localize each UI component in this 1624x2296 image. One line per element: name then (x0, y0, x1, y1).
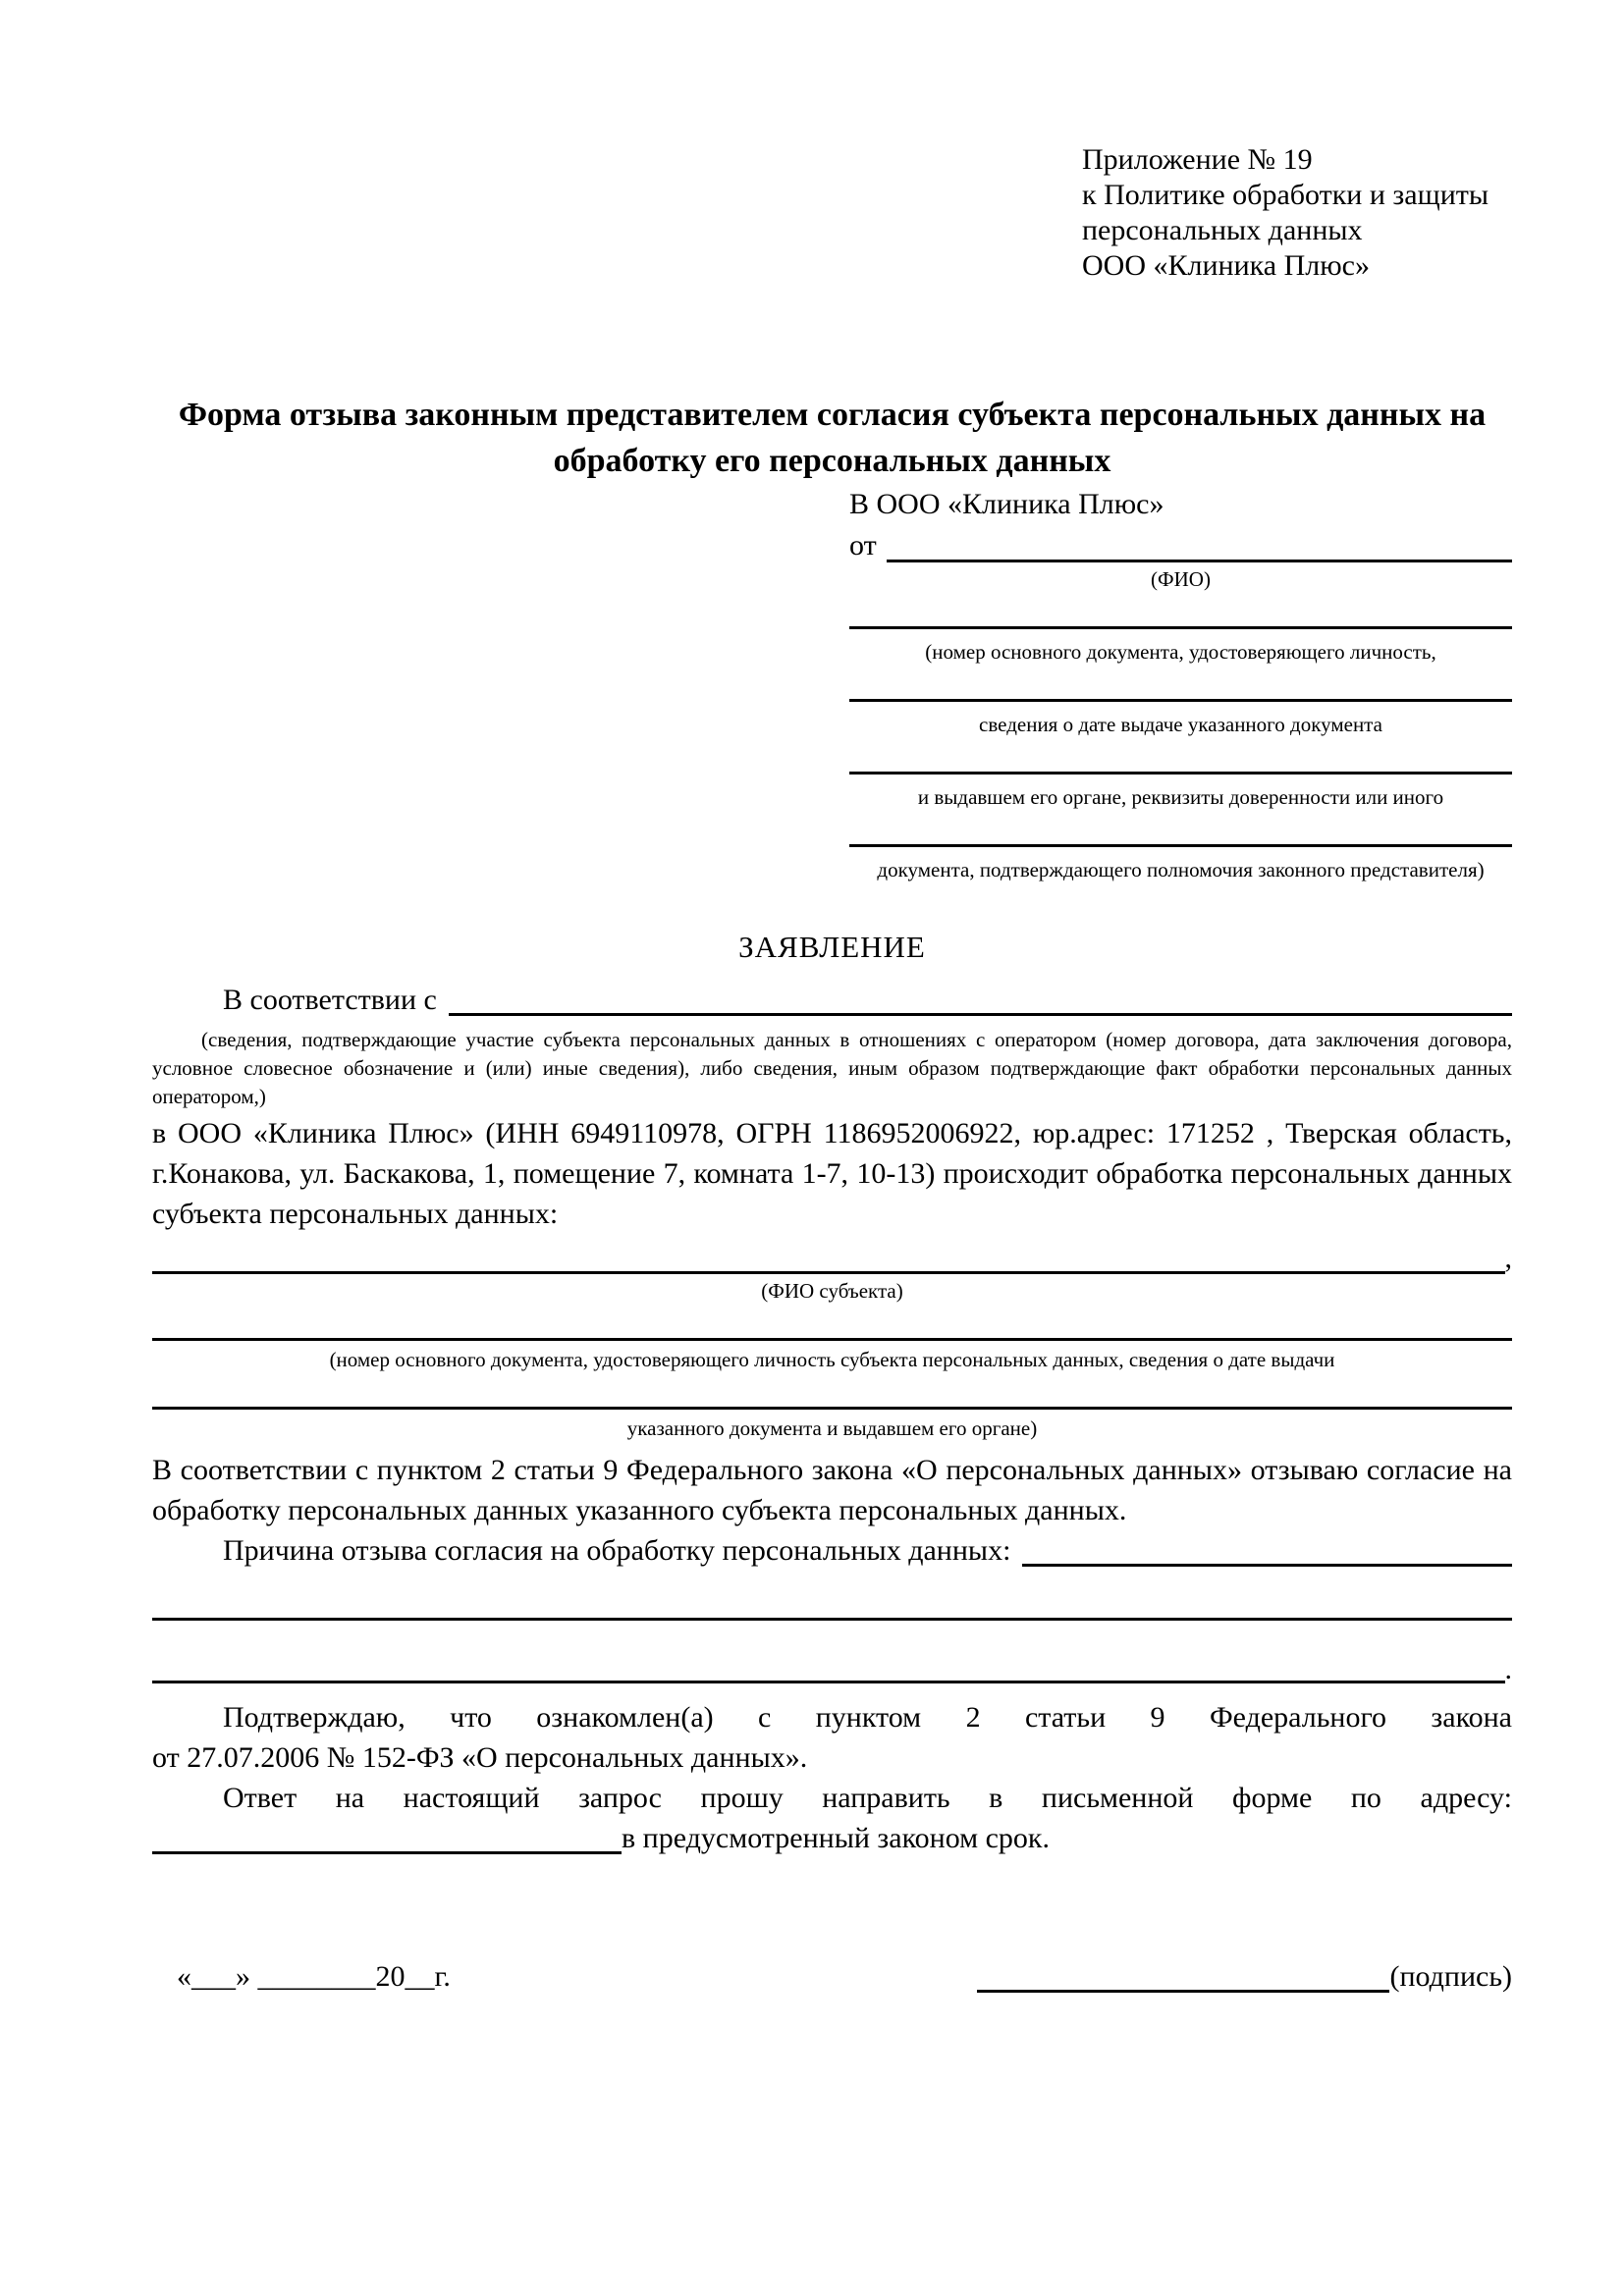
addressee-to: В ООО «Клиника Плюс» (849, 488, 1164, 520)
appendix-line-1: Приложение № 19 (1082, 143, 1313, 176)
subject-doc-caption-1: (номер основного документа, удостоверяющего личность субъекта персональных данных, сведения о дате выдачи (329, 1348, 1335, 1371)
footer-row (152, 1956, 1512, 1997)
fio-subject-caption: (ФИО субъекта) (761, 1279, 903, 1303)
fio-caption: (ФИО) (1151, 567, 1211, 591)
from-fill-line (887, 560, 1512, 562)
addressee-caption-2: сведения о дате выдаче указанного документа (979, 713, 1382, 736)
reason-fill-line (1022, 1564, 1512, 1567)
subject-fio-comma: , (1504, 1242, 1512, 1274)
appendix-line-4: ООО «Клиника Плюс» (1082, 249, 1370, 282)
withdraw-paragraph: В соответствии с пунктом 2 статьи 9 Федерального закона «О персональных данных» отзываю согласие на обработку персональных данных указанного субъекта персональных данных. (152, 1454, 1512, 1526)
reason-blank-row-2 (152, 1652, 1512, 1687)
subject-doc-caption-2: указанного документа и выдавшем его органе) (626, 1416, 1038, 1440)
signature-caption: (подпись) (1389, 1960, 1512, 1993)
confirm-paragraph-line2: от 27.07.2006 № 152-ФЗ «О персональных данных». (152, 1741, 808, 1774)
addressee-caption-4: документа, подтверждающего полномочия законного представителя) (877, 858, 1485, 881)
reason-row (152, 1530, 1512, 1571)
subject-fio-row (152, 1238, 1512, 1278)
accordance-row (152, 980, 1512, 1020)
signature-fill-line (977, 1990, 1389, 1993)
subject-doc-rule-2 (152, 1407, 1512, 1410)
confirm-paragraph-line1: Подтверждаю, что ознакомлен(а) с пунктом 2 статьи 9 Федерального закона (223, 1701, 1512, 1734)
signature-group (977, 1956, 1512, 1997)
reason-blank-rule-1 (152, 1618, 1512, 1621)
accordance-label: В соответствии с (223, 984, 437, 1016)
from-row (849, 525, 1512, 566)
accordance-fill-line (449, 1013, 1512, 1016)
subject-doc-rule-1 (152, 1338, 1512, 1341)
consent-note: (сведения, подтверждающие участие субъекта персональных данных в отношениях с оператором (номер договора, дата заключения договора, условное словесное обозначение и (или) иные сведения), либо сведения, иным образом подтверждающие факт обработки персональных данных оператором,) (152, 1028, 1512, 1108)
reply-paragraph-line1: Ответ на настоящий запрос прошу направить в письменной форме по адресу: (223, 1782, 1512, 1814)
statement-heading: ЗАЯВЛЕНИЕ (738, 930, 926, 964)
addressee-rule-1 (849, 626, 1512, 629)
from-label: от (849, 529, 877, 561)
addressee-block (849, 484, 1512, 883)
appendix-line-3: персональных данных (1082, 214, 1363, 246)
addressee-rule-4 (849, 844, 1512, 847)
addressee-rule-2 (849, 699, 1512, 702)
reason-blank-fill-2 (152, 1681, 1505, 1683)
reply-address-row (152, 1818, 1512, 1858)
reply-address-fill-line (152, 1851, 622, 1854)
appendix-line-2: к Политике обработки и защиты (1082, 179, 1489, 211)
reason-period: . (1504, 1653, 1512, 1685)
addressee-rule-3 (849, 772, 1512, 774)
reason-label: Причина отзыва согласия на обработку персональных данных: (223, 1534, 1011, 1567)
operator-paragraph: в ООО «Клиника Плюс» (ИНН 6949110978, ОГРН 1186952006922, юр.адрес: 171252 , Тверская область, г.Конакова, ул. Баскакова, 1, помещение 7, комната 1-7, 10-13) происходит обработка персональных данных субъекта персональных данных: (152, 1117, 1512, 1230)
subject-fio-fill-line (152, 1271, 1505, 1274)
appendix-header (1082, 142, 1512, 284)
addressee-caption-1: (номер основного документа, удостоверяющего личность, (925, 640, 1436, 664)
date-line: «___» ________20__г. (177, 1960, 451, 1993)
page-title: Форма отзыва законным представителем согласия субъекта персональных данных на обработку его персональных данных (178, 397, 1487, 479)
reply-tail: в предусмотренный законом срок. (622, 1822, 1050, 1854)
addressee-caption-3: и выдавшем его органе, реквизиты доверенности или иного (917, 785, 1444, 809)
